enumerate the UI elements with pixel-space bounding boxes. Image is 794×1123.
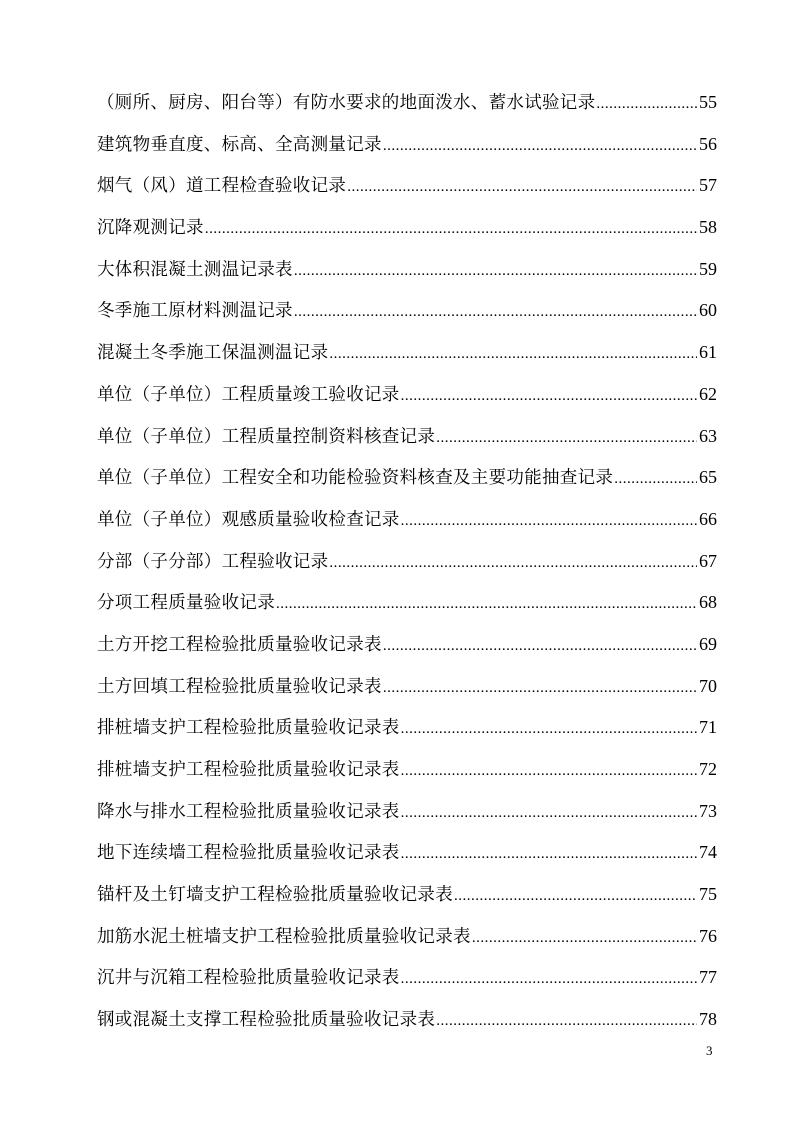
toc-entry-title: 建筑物垂直度、标高、全高测量记录 — [97, 134, 382, 155]
toc-entry-page: 63 — [699, 425, 717, 446]
toc-entry-page: 68 — [699, 592, 717, 613]
toc-entry[interactable] — [97, 374, 717, 416]
toc-dot-leader — [383, 126, 697, 168]
toc-dot-leader — [472, 918, 697, 960]
toc-entry-title: 分项工程质量验收记录 — [97, 593, 275, 614]
toc-dot-leader — [329, 334, 697, 376]
toc-entry-title: 加筋水泥土桩墙支护工程检验批质量验收记录表 — [97, 926, 471, 947]
toc-dot-leader — [401, 376, 697, 418]
toc-entry-page: 76 — [699, 925, 717, 946]
toc-entry-title: 单位（子单位）工程质量控制资料核查记录 — [97, 426, 436, 447]
toc-entry[interactable] — [97, 957, 717, 999]
toc-entry-page: 55 — [699, 92, 717, 112]
toc-entry[interactable] — [97, 916, 717, 958]
toc-entry-title: 地下连续墙工程检验批质量验收记录表 — [97, 843, 400, 864]
toc-dot-leader — [401, 793, 697, 835]
toc-entry-page: 78 — [699, 1009, 717, 1030]
toc-entry[interactable] — [97, 165, 717, 207]
toc-dot-leader — [383, 626, 697, 668]
toc-dot-leader — [401, 751, 697, 793]
toc-entry-title: 混凝土冬季施工保温测温记录 — [97, 343, 329, 364]
toc-dot-leader — [401, 501, 697, 543]
toc-dot-leader — [454, 876, 697, 918]
toc-dot-leader — [401, 709, 697, 751]
toc-entry-page: 59 — [699, 258, 717, 279]
toc-entry-page: 77 — [699, 967, 717, 988]
toc-entry[interactable] — [97, 999, 717, 1041]
toc-dot-leader — [401, 834, 697, 876]
toc-entry[interactable] — [97, 499, 717, 541]
toc-entry-title: 排桩墙支护工程检验批质量验收记录表 — [97, 718, 400, 739]
toc-dot-leader — [329, 543, 697, 585]
toc-dot-leader — [294, 251, 697, 293]
toc-entry-page: 71 — [699, 717, 717, 738]
toc-entry-title: 分部（子分部）工程验收记录 — [97, 551, 329, 572]
toc-dot-leader — [205, 209, 697, 251]
toc-entry-page: 58 — [699, 217, 717, 238]
toc-entry[interactable] — [97, 707, 717, 749]
toc-entry[interactable] — [97, 791, 717, 833]
toc-entry[interactable] — [97, 332, 717, 374]
toc-entry-title: 锚杆及土钉墙支护工程检验批质量验收记录表 — [97, 885, 453, 906]
toc-entry[interactable] — [97, 749, 717, 791]
toc-entry[interactable] — [97, 874, 717, 916]
toc-entry-title: 大体积混凝土测温记录表 — [97, 259, 293, 280]
toc-entry-page: 61 — [699, 342, 717, 363]
toc-entry-title: （厕所、厨房、阳台等）有防水要求的地面泼水、蓄水试验记录 — [97, 93, 596, 113]
toc-entry-page: 69 — [699, 633, 717, 654]
toc-entry-title: 单位（子单位）工程质量竣工验收记录 — [97, 384, 400, 405]
toc-entry-title: 钢或混凝土支撑工程检验批质量验收记录表 — [97, 1010, 436, 1031]
toc-entry-title: 土方回填工程检验批质量验收记录表 — [97, 676, 382, 697]
toc-entry-page: 66 — [699, 508, 717, 529]
toc-entry-title: 单位（子单位）工程安全和功能检验资料核查及主要功能抽查记录 — [97, 468, 614, 489]
toc-entry[interactable] — [97, 290, 717, 332]
toc-entry-page: 57 — [699, 175, 717, 196]
toc-dot-leader — [436, 1001, 697, 1043]
toc-dot-leader — [614, 459, 697, 501]
toc-entry-title: 降水与排水工程检验批质量验收记录表 — [97, 801, 400, 822]
toc-entry-page: 65 — [699, 467, 717, 488]
toc-entry[interactable] — [97, 82, 717, 124]
toc-dot-leader — [383, 668, 697, 710]
toc-entry-title: 冬季施工原材料测温记录 — [97, 301, 293, 322]
toc-dot-leader — [276, 584, 697, 626]
toc-entry-title: 沉降观测记录 — [97, 218, 204, 239]
toc-entry[interactable] — [97, 541, 717, 583]
toc-entry[interactable] — [97, 124, 717, 166]
toc-entry-title: 排桩墙支护工程检验批质量验收记录表 — [97, 760, 400, 780]
toc-entry-title: 土方开挖工程检验批质量验收记录表 — [97, 634, 382, 655]
toc-dot-leader — [347, 167, 697, 209]
table-of-contents — [97, 82, 717, 1041]
toc-dot-leader — [401, 959, 697, 1001]
toc-entry[interactable] — [97, 624, 717, 666]
toc-entry-page: 62 — [699, 383, 717, 404]
toc-entry[interactable] — [97, 207, 717, 249]
toc-entry-title: 沉井与沉箱工程检验批质量验收记录表 — [97, 968, 400, 989]
toc-entry-page: 60 — [699, 300, 717, 321]
page-number: 3 — [706, 1043, 713, 1058]
toc-entry[interactable] — [97, 457, 717, 499]
toc-entry-title: 单位（子单位）观感质量验收检查记录 — [97, 509, 400, 530]
toc-entry[interactable] — [97, 416, 717, 458]
toc-entry-page: 67 — [699, 550, 717, 571]
toc-entry[interactable] — [97, 832, 717, 874]
toc-dot-leader — [436, 418, 697, 460]
toc-entry[interactable] — [97, 249, 717, 291]
toc-entry-page: 73 — [699, 800, 717, 821]
toc-entry[interactable] — [97, 582, 717, 624]
toc-entry-page: 56 — [699, 133, 717, 154]
toc-entry-page: 72 — [699, 759, 717, 779]
toc-dot-leader — [596, 84, 697, 126]
toc-entry-title: 烟气（风）道工程检查验收记录 — [97, 176, 347, 197]
toc-entry-page: 70 — [699, 675, 717, 696]
toc-dot-leader — [294, 292, 697, 334]
toc-entry[interactable] — [97, 666, 717, 708]
toc-entry-page: 74 — [699, 842, 717, 863]
toc-entry-page: 75 — [699, 884, 717, 905]
